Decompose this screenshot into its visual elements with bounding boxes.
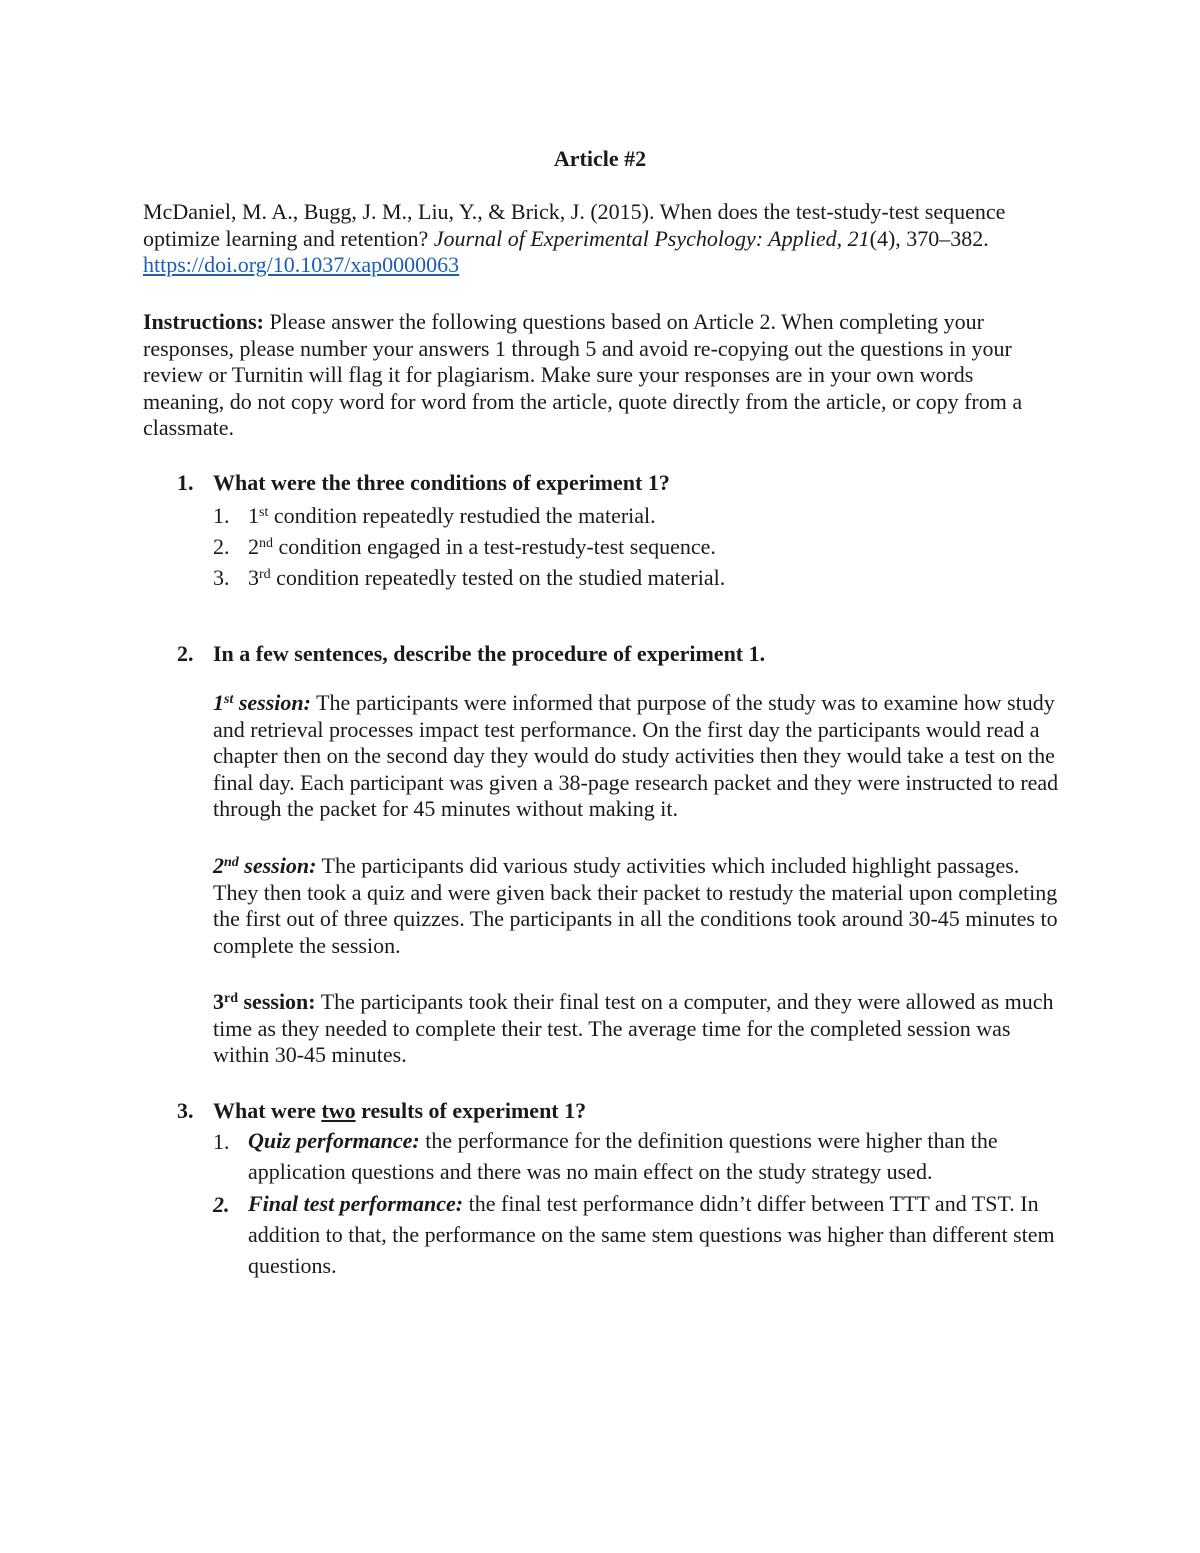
q1-item-2-ordinal: 2 (248, 534, 259, 559)
citation-sep: , (836, 225, 848, 251)
question-3-emphasis: two (321, 1098, 356, 1123)
q3-item-2 (248, 1188, 1060, 1281)
session-3-label: 3rd session: (213, 989, 316, 1014)
session-3-text: The participants took their final test on a computer, and they were allowed as much time as they needed to complete their test. The average time for the completed session was within 30-45 minutes. (213, 989, 1054, 1067)
q1-item-1-text: condition repeatedly restudied the material. (268, 503, 656, 528)
question-1-number: 1. (177, 470, 194, 495)
q1-item-3-ordinal: 3 (248, 565, 259, 590)
instructions-label: Instructions: (143, 309, 265, 334)
session-1-paragraph (213, 690, 1060, 823)
session-1-text: The participants were informed that purpose of the study was to examine how study and retrieval processes impact test performance. On the first day the participants would read a chapter then on the second day they would do study activities then they would take a test on the final day. Each participant was given a 38-page research packet and they were instructed to read through the packet for 45 minutes without making it. (213, 690, 1059, 821)
q1-item-2-text: condition engaged in a test-restudy-test sequence. (273, 534, 716, 559)
question-2-number: 2. (177, 641, 194, 666)
q1-item-1 (248, 503, 1060, 530)
citation-issue-pages: (4), 370–382. (869, 225, 989, 251)
citation-journal: Journal of Experimental Psychology: Applied (433, 225, 837, 251)
q1-item-3-number: 3. (213, 565, 230, 590)
q3-item-1-label: Quiz performance: (248, 1128, 420, 1153)
session-2-text: The participants did various study activities which included highlight passages. They then took a quiz and were given back their packet to restudy the material upon completing the first out of three quizzes. The participants in all the conditions took around 30-45 minutes to complete the session. (213, 853, 1058, 958)
q1-item-3-text: condition repeatedly tested on the studied material. (270, 565, 726, 590)
instructions (143, 309, 1060, 442)
q3-item-1 (248, 1125, 1060, 1187)
q3-item-1-text: the performance for the definition questions were higher than the application questions and there was no main effect on the study strategy used. (248, 1128, 998, 1184)
citation-volume: 21 (847, 225, 870, 251)
session-3-paragraph (213, 989, 1060, 1069)
question-2-text: In a few sentences, describe the procedure of experiment 1. (213, 641, 766, 666)
session-2-paragraph (213, 853, 1060, 959)
q1-item-2-number: 2. (213, 534, 230, 559)
question-3-text: What were two results of experiment 1? (213, 1098, 587, 1123)
instructions-text: Please answer the following questions based on Article 2. When completing your responses, please number your answers 1 through 5 and avoid re-copying out the questions in your review or Turnitin will flag it for plagiarism. Make sure your responses are in your own words meaning, do not copy word for word from the article, quote directly from the article, or copy from a classmate. (143, 309, 1023, 440)
citation (143, 199, 1060, 279)
q1-item-3 (248, 565, 1060, 592)
q3-item-2-text: the final test performance didn’t differ between TTT and TST. In addition to that, the performance on the same stem questions was higher than different stem questions. (248, 1191, 1055, 1278)
q1-item-2-sup: nd (259, 536, 273, 551)
q1-item-1-number: 1. (213, 503, 230, 528)
q3-item-1-number: 1. (213, 1129, 230, 1154)
q1-item-3-sup: rd (259, 567, 271, 582)
question-1-text: What were the three conditions of experiment 1? (213, 470, 670, 495)
citation-authors: McDaniel, M. A., Bugg, J. M., Liu, Y., & Brick, J. (2015). When does the test-study-test sequence optimize learning and retention? (143, 199, 1006, 251)
question-3-number: 3. (177, 1098, 194, 1123)
q3-item-2-number: 2. (213, 1192, 230, 1217)
q1-item-1-ordinal: 1 (248, 503, 259, 528)
page-title: Article #2 (553, 146, 647, 171)
doi-link[interactable]: https://doi.org/10.1037/xap0000063 (143, 252, 460, 277)
q1-item-1-sup: st (259, 505, 269, 520)
q1-item-2 (248, 534, 1060, 561)
session-1-label: 1st session: (213, 690, 311, 715)
q3-item-2-label: Final test performance: (248, 1191, 464, 1216)
session-2-label: 2nd session: (213, 853, 317, 878)
